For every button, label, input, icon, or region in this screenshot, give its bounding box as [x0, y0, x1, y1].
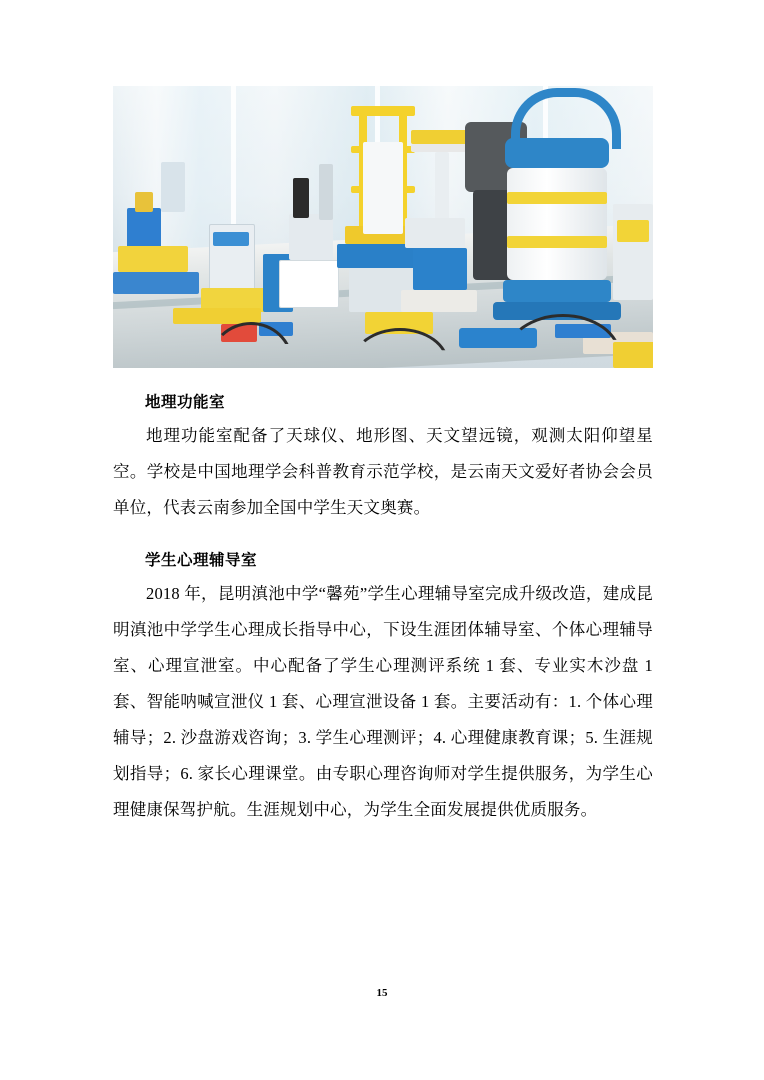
page-number: 15 — [376, 987, 388, 999]
photo-object — [505, 138, 609, 168]
photo-object — [113, 272, 199, 294]
section-heading-counseling: 学生心理辅导室 — [145, 552, 258, 569]
photo-object — [405, 218, 465, 248]
robotics-lab-photo — [113, 86, 653, 368]
photo-object — [319, 164, 333, 220]
photo-object — [507, 168, 607, 280]
photo-object — [435, 152, 449, 222]
section-paragraph-geography: 地理功能室配备了天球仪、地形图、天文望远镜，观测太阳仰望星空。学校是中国地理学会科普教育示范学校，是云南天文爱好者协会会员单位，代表云南参加全国中学生天文奥赛。 — [113, 426, 653, 517]
photo-object — [213, 232, 249, 246]
photo-object — [279, 260, 339, 308]
photo-object — [613, 204, 653, 300]
section-heading-geography: 地理功能室 — [145, 394, 226, 411]
photo-object — [617, 220, 649, 242]
photo-object — [161, 162, 185, 212]
photo-object — [413, 248, 467, 290]
page-content — [113, 86, 653, 828]
photo-object — [289, 214, 333, 260]
photo-object — [401, 290, 477, 312]
photo-object — [363, 142, 403, 234]
photo-object — [135, 192, 153, 212]
photo-object — [118, 246, 188, 272]
photo-object — [507, 236, 607, 248]
photo-object — [507, 192, 607, 204]
photo-object — [351, 106, 415, 116]
section-paragraph-counseling: 2018 年，昆明滇池中学“馨苑”学生心理辅导室完成升级改造，建成昆明滇池中学学生心理成长指导中心，下设生涯团体辅导室、个体心理辅导室、心理宣泄室。中心配备了学生心理测评系统 1 套、专业实木沙盘 1 套、智能呐喊宣泄仪 1 套、心理宣泄设备 1 套。主要活动有：1. 个体心理辅导；2. 沙盘游戏咨询；3. 学生心理测评；4. 心理健康教育课；5. 生涯规划指导；6. 家长心理课堂。由专职心理咨询师对学生提供服务，为学生心理健康保驾护航。生涯规划中心，为学生全面发展提供优质服务。 — [113, 584, 653, 819]
photo-object — [293, 178, 309, 218]
photo-object — [503, 280, 611, 302]
